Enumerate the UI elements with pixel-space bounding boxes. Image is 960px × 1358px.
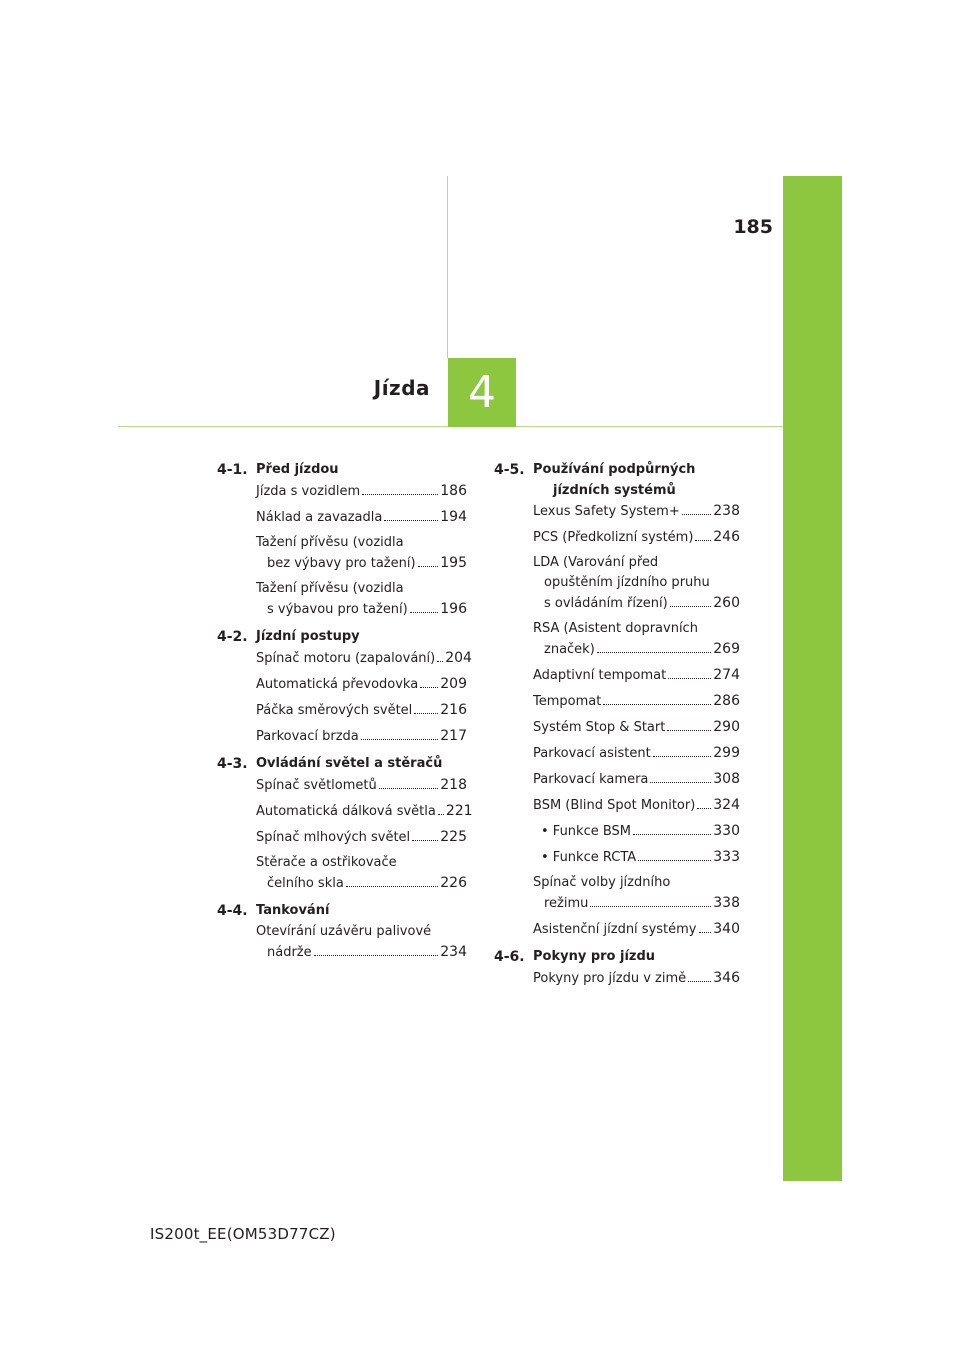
toc-section [217,900,467,963]
toc-entry-line [533,527,740,548]
toc-page-number: 324 [713,797,740,813]
toc-entry-text: Automatická dálková světla [256,804,436,819]
section-heading [494,459,740,501]
toc-page-number: 225 [440,829,467,845]
toc-page-number: 308 [713,771,740,787]
toc-entry-text: nádrže [267,945,312,960]
toc-entry-line [256,801,473,822]
toc-entry [256,801,473,822]
toc-entry-line [533,691,740,712]
dot-leader [590,906,711,907]
toc-entry-text: Pokyny pro jízdu v zimě [533,971,687,986]
toc-entry-line [541,847,740,868]
dot-leader [697,808,711,809]
toc-entry [533,919,740,940]
toc-entry-line [533,743,740,764]
dot-leader [597,652,711,653]
toc-entry-line [533,665,740,686]
section-number: 4-4. [217,903,248,919]
toc-page-number: 333 [713,849,740,865]
toc-entry-text: Spínač volby jízdního [533,875,671,890]
section-number: 4-2. [217,629,248,645]
section-number: 4-5. [494,462,525,478]
toc-page-number: 226 [440,875,467,891]
chapter-tab-bar [783,176,842,1181]
toc-entry-text: Systém Stop & Start [533,720,666,735]
toc-page-number: 194 [440,509,467,525]
toc-entry-line [533,873,740,893]
chapter-number-box: 4 [448,358,516,427]
toc-entry [533,743,740,764]
toc-page-number: 340 [713,921,740,937]
section-heading [217,626,467,648]
toc-page-number: 269 [713,641,740,657]
toc-page-number: 330 [713,823,740,839]
section-number: 4-3. [217,756,248,772]
dot-leader [670,606,712,607]
toc-entry-line [256,726,467,747]
toc-entry-text: Parkovací asistent [533,746,651,761]
toc-entry [256,775,467,796]
toc-entry-text: čelního skla [267,876,344,891]
toc-page-number: 218 [440,777,467,793]
toc-entry-text: Náklad a zavazadla [256,510,383,525]
section-heading [217,753,467,775]
toc-entry [256,700,467,721]
toc-entry-text: PCS (Předkolizní systém) [533,530,694,545]
dot-leader [314,955,439,956]
toc-entry-line [256,873,467,894]
dot-leader [638,860,711,861]
toc-section [217,459,467,620]
toc-entry-line [256,922,467,942]
toc-page-number: 286 [713,693,740,709]
toc-entry-line [533,769,740,790]
dot-leader [682,514,712,515]
toc-entry-text: Spínač světlometů [256,778,377,793]
toc-entry [533,665,740,686]
dot-leader [384,520,438,521]
toc-entry [533,553,740,614]
toc-section [217,753,473,894]
toc-entry-text: BSM (Blind Spot Monitor) [533,798,696,813]
toc-entry-text: opuštěním jízdního pruhu [544,575,710,590]
section-number: 4-6. [494,949,525,965]
toc-page-number: 290 [713,719,740,735]
toc-entry [533,873,740,914]
toc-entry-text: režimu [544,896,589,911]
toc-entry-text: s výbavou pro tažení) [267,602,408,617]
toc-entry-line [256,674,467,695]
chapter-title: Jízda [373,376,430,400]
vertical-divider [447,176,448,358]
toc-page-number: 217 [440,728,467,744]
section-title: Jízdní postupy [256,629,360,644]
toc-entry-text: s ovládáním řízení) [544,596,668,611]
toc-entry-line [256,942,467,963]
toc-entry-text: Páčka směrových světel [256,703,413,718]
toc-entry-line [533,795,740,816]
toc-entry-text: bez výbavy pro tažení) [267,556,416,571]
toc-page-number: 246 [713,529,740,545]
section-title: Používání podpůrných jízdních systémů [533,462,696,498]
toc-section [494,946,740,989]
toc-page-number: 195 [440,555,467,571]
dot-leader [650,782,711,783]
dot-leader [633,834,711,835]
toc-page-number: 238 [713,503,740,519]
footer-model-code: IS200t_EE(OM53D77CZ) [150,1225,336,1243]
toc-entry-line [256,553,467,574]
toc-page-number: 209 [440,676,467,692]
toc-page-number: 260 [713,595,740,611]
toc-entry-text: Spínač mlhových světel [256,830,411,845]
toc-entry [533,691,740,712]
dot-leader [362,494,438,495]
page-number: 185 [733,216,773,238]
toc-entry-line [256,481,467,502]
toc-entry [256,648,472,669]
toc-entry [256,922,467,963]
section-heading [217,900,467,922]
toc-entry-text: Stěrače a ostřikovače [256,855,397,870]
toc-entry-line [256,507,467,528]
dot-leader [653,756,712,757]
toc-section [494,459,740,940]
toc-entry [533,795,740,816]
dot-leader [379,788,439,789]
toc-entry [533,769,740,790]
toc-entry [533,968,740,989]
toc-page-number: 221 [445,803,473,819]
section-title: Před jízdou [256,462,339,477]
toc-page-number: 346 [713,970,740,986]
dot-leader [410,612,439,613]
toc-entry [256,726,467,747]
dot-leader [603,704,711,705]
toc-entry-line [533,573,740,593]
toc-entry-text: Asistenční jízdní systémy [533,922,697,937]
toc-page-number: 299 [713,745,740,761]
toc-entry-text: Tažení přívěsu (vozidla [256,535,404,550]
toc-entry-line [533,919,740,940]
toc-entry [533,501,740,522]
toc-entry-text: Automatická převodovka [256,677,419,692]
section-number: 4-1. [217,462,248,478]
toc-entry [256,853,467,894]
toc-page-number: 234 [440,944,467,960]
toc-entry-line [256,599,467,620]
toc-entry-line [541,821,740,842]
toc-entry-line [533,501,740,522]
section-title: Pokyny pro jízdu [533,949,656,964]
section-title: Ovládání světel a stěračů [256,756,443,771]
toc-page-number: 274 [713,667,740,683]
toc-entry [256,533,467,574]
toc-entry [256,579,467,620]
toc-entry-line [256,648,472,669]
toc-entry [256,827,467,848]
toc-entry-text: Spínač motoru (zapalování) [256,651,436,666]
toc-page-number: 186 [440,483,467,499]
toc-entry-line [533,968,740,989]
section-heading [217,459,467,481]
toc-column-right [494,459,740,995]
toc-entry-line [533,639,740,660]
toc-entry-text: RSA (Asistent dopravních [533,621,698,636]
dot-leader [437,661,443,662]
dot-leader [414,713,438,714]
dot-leader [412,840,438,841]
toc-entry-line [533,717,740,738]
dot-leader [667,730,711,731]
toc-page-number: 204 [445,650,472,666]
section-title: Tankování [256,903,330,918]
toc-entry [256,481,467,502]
toc-entry [533,847,740,868]
toc-entry-text: Tažení přívěsu (vozidla [256,581,404,596]
toc-entry-line [533,893,740,914]
dot-leader [668,678,711,679]
toc-entry [256,507,467,528]
toc-entry-line [256,579,467,599]
toc-entry-text: Adaptivní tempomat [533,668,667,683]
dot-leader [346,886,438,887]
toc-section [217,626,472,747]
toc-entry-text: Otevírání uzávěru palivové [256,924,432,939]
toc-entry-line [533,593,740,614]
toc-entry-line [533,619,740,639]
toc-entry-line [256,700,467,721]
toc-entry-text: LDA (Varování před [533,555,659,570]
toc-page-number: 338 [713,895,740,911]
section-heading [494,946,740,968]
toc-page-number: 216 [440,702,467,718]
toc-column-left [217,459,473,969]
toc-entry-text: Jízda s vozidlem [256,484,361,499]
toc-entry [533,619,740,660]
toc-entry-text: • Funkce RCTA [541,850,637,865]
dot-leader [420,687,438,688]
toc-entry [256,674,467,695]
dot-leader [699,932,712,933]
toc-entry [533,527,740,548]
toc-entry-line [256,853,467,873]
dot-leader [695,540,711,541]
dot-leader [418,566,439,567]
dot-leader [438,814,444,815]
toc-entry [533,717,740,738]
toc-entry [533,821,740,842]
toc-entry-line [533,553,740,573]
toc-entry-text: Lexus Safety System+ [533,504,680,519]
toc-entry-text: Parkovací kamera [533,772,649,787]
toc-entry-text: Parkovací brzda [256,729,359,744]
toc-entry-text: Tempomat [533,694,602,709]
toc-entry-text: • Funkce BSM [541,824,632,839]
toc-entry-line [256,775,467,796]
dot-leader [688,981,711,982]
toc-entry-line [256,827,467,848]
toc-entry-line [256,533,467,553]
toc-page-number: 196 [440,601,467,617]
dot-leader [361,739,438,740]
toc-entry-text: značek) [544,642,595,657]
